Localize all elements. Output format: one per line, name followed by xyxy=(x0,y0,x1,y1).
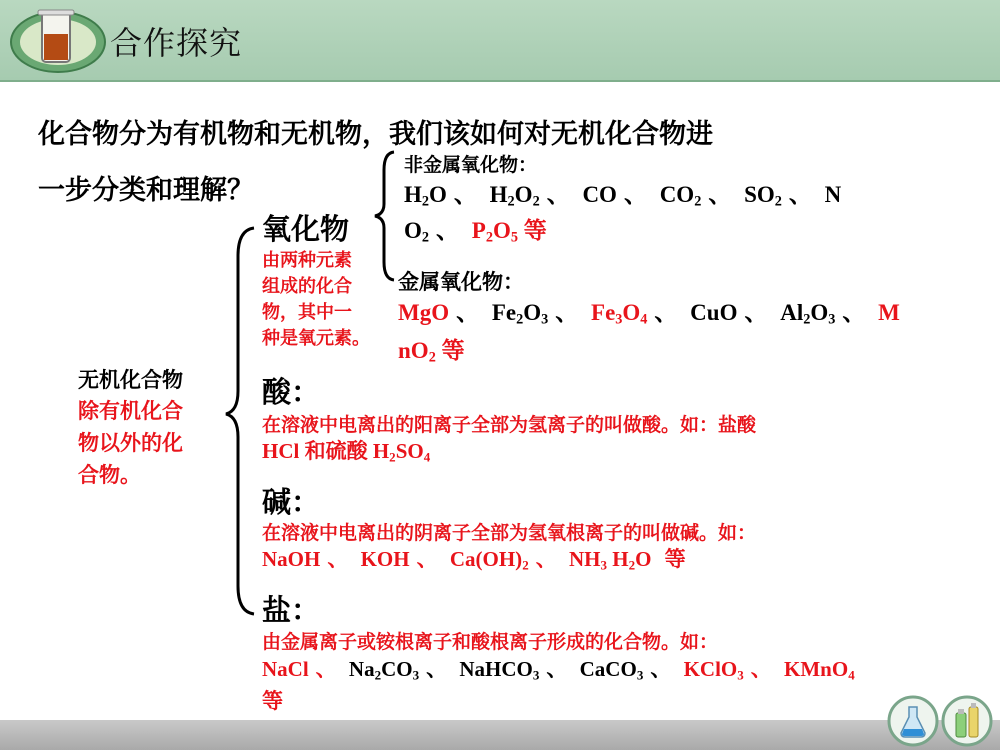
formula-no2-part1: N xyxy=(824,182,842,207)
suffix-etc: 等 xyxy=(523,218,547,243)
separator: 、 xyxy=(654,300,678,325)
separator: 、 xyxy=(623,182,647,207)
separator: 、 xyxy=(555,300,579,325)
formula-h2o2: $H_2O_2$ xyxy=(489,182,540,210)
formula-nacl: NaCl xyxy=(262,657,309,681)
formula-nh3h2o: $NH_3$ $H_2O$ xyxy=(568,547,652,573)
formula-naoh: NaOH xyxy=(262,547,321,571)
formula-cuo: CuO xyxy=(690,300,738,325)
separator: 、 xyxy=(708,182,732,207)
oxide-definition-line: 由两种元素 xyxy=(262,250,352,271)
salt-title: 盐： xyxy=(262,593,321,627)
formula-co2: $CO_2$ xyxy=(659,182,702,210)
oxide-definition xyxy=(262,248,370,352)
formula-p2o5: $P_2O_5$ 等 xyxy=(471,218,547,246)
flask-nav-icon[interactable] xyxy=(887,695,939,747)
formula-so2: $SO_2$ xyxy=(744,182,782,210)
separator: 、 xyxy=(744,300,768,325)
formula-caoh2: $Ca(OH)_2$ xyxy=(449,547,529,573)
formula-kclo3: KClO$_3$ xyxy=(683,657,744,683)
formula-co: CO xyxy=(582,182,617,207)
footer-bar xyxy=(0,720,1000,750)
suffix-etc: 等 xyxy=(664,547,686,571)
nonmetal-oxide-row-1 xyxy=(404,178,841,219)
inorganic-definition-line: 合物。 xyxy=(78,463,141,487)
separator: 、 xyxy=(416,547,438,571)
base-title: 碱： xyxy=(262,485,321,519)
formula-nahco3: NaHCO$_3$ xyxy=(459,657,540,683)
suffix-etc: 等 xyxy=(441,338,465,363)
separator: 、 xyxy=(650,657,672,681)
salt-suffix: 等 xyxy=(262,689,283,713)
formula-mno2-part2: $nO_2$ xyxy=(398,338,436,366)
page-title: 合作探究 xyxy=(110,24,243,62)
inorganic-definition-line: 物以外的化 xyxy=(78,431,183,455)
formula-fe3o4: $Fe_3O_4$ xyxy=(591,300,648,328)
acid-title: 酸： xyxy=(262,375,321,409)
acid-examples: HCl 和硫酸 $H_2SO_4$ xyxy=(262,439,431,465)
salt-examples xyxy=(262,654,855,690)
separator: 、 xyxy=(327,547,349,571)
bottles-nav-icon[interactable] xyxy=(941,695,993,747)
separator: 、 xyxy=(842,300,866,325)
question-line-1: 化合物分为有机物和无机物，我们该如何对无机化合物进 xyxy=(38,119,713,150)
separator: 、 xyxy=(788,182,812,207)
oxide-title: 氧化物 xyxy=(262,212,350,246)
separator: 、 xyxy=(535,547,557,571)
separator: 、 xyxy=(315,657,337,681)
formula-mgo: MgO xyxy=(398,300,450,325)
formula-no2-part2: $O_2$ xyxy=(404,218,430,246)
separator: 、 xyxy=(453,182,477,207)
formula-mno2-part1: M xyxy=(878,300,900,325)
formula-al2o3: $Al_2O_3$ xyxy=(780,300,836,328)
acid-definition: 在溶液中电离出的阳离子全部为氢离子的叫做酸。如：盐酸 xyxy=(262,414,757,436)
formula-na2co3: $Na_2CO_3$ xyxy=(348,657,420,683)
oxide-definition-line: 组成的化合 xyxy=(262,276,352,297)
metal-oxide-row-1 xyxy=(398,296,900,337)
inorganic-definition xyxy=(78,395,183,491)
base-examples xyxy=(262,544,686,580)
separator: 、 xyxy=(456,300,480,325)
question-line-2: 一步分类和理解？ xyxy=(38,175,254,206)
base-definition: 在溶液中电离出的阴离子全部为氢氧根离子的叫做碱。如： xyxy=(262,522,757,544)
formula-koh: KOH xyxy=(360,547,410,571)
separator: 、 xyxy=(750,657,772,681)
separator: 、 xyxy=(546,182,570,207)
nonmetal-oxide-title: 非金属氧化物： xyxy=(404,154,538,176)
nonmetal-oxide-row-2 xyxy=(404,214,547,255)
separator: 、 xyxy=(546,657,568,681)
inorganic-compound-label: 无机化合物 xyxy=(78,368,183,392)
inorganic-definition-line: 除有机化合 xyxy=(78,399,183,423)
beaker-logo-icon xyxy=(8,4,108,76)
formula-fe2o3: $Fe_2O_3$ xyxy=(491,300,549,328)
metal-oxide-title: 金属氧化物： xyxy=(398,270,524,294)
salt-definition: 由金属离子或铵根离子和酸根离子形成的化合物。如： xyxy=(262,631,719,653)
oxide-brace xyxy=(372,150,398,286)
formula-h2o: $H_2O$ xyxy=(404,182,447,210)
oxide-definition-line: 种是氧元素。 xyxy=(262,328,370,349)
metal-oxide-row-2 xyxy=(398,334,465,375)
formula-kmno4: KMnO$_4$ xyxy=(784,657,855,683)
classification-brace xyxy=(224,226,264,620)
separator: 、 xyxy=(436,218,460,243)
separator: 、 xyxy=(426,657,448,681)
formula-caco3: CaCO$_3$ xyxy=(579,657,644,683)
oxide-definition-line: 物，其中一 xyxy=(262,302,352,323)
